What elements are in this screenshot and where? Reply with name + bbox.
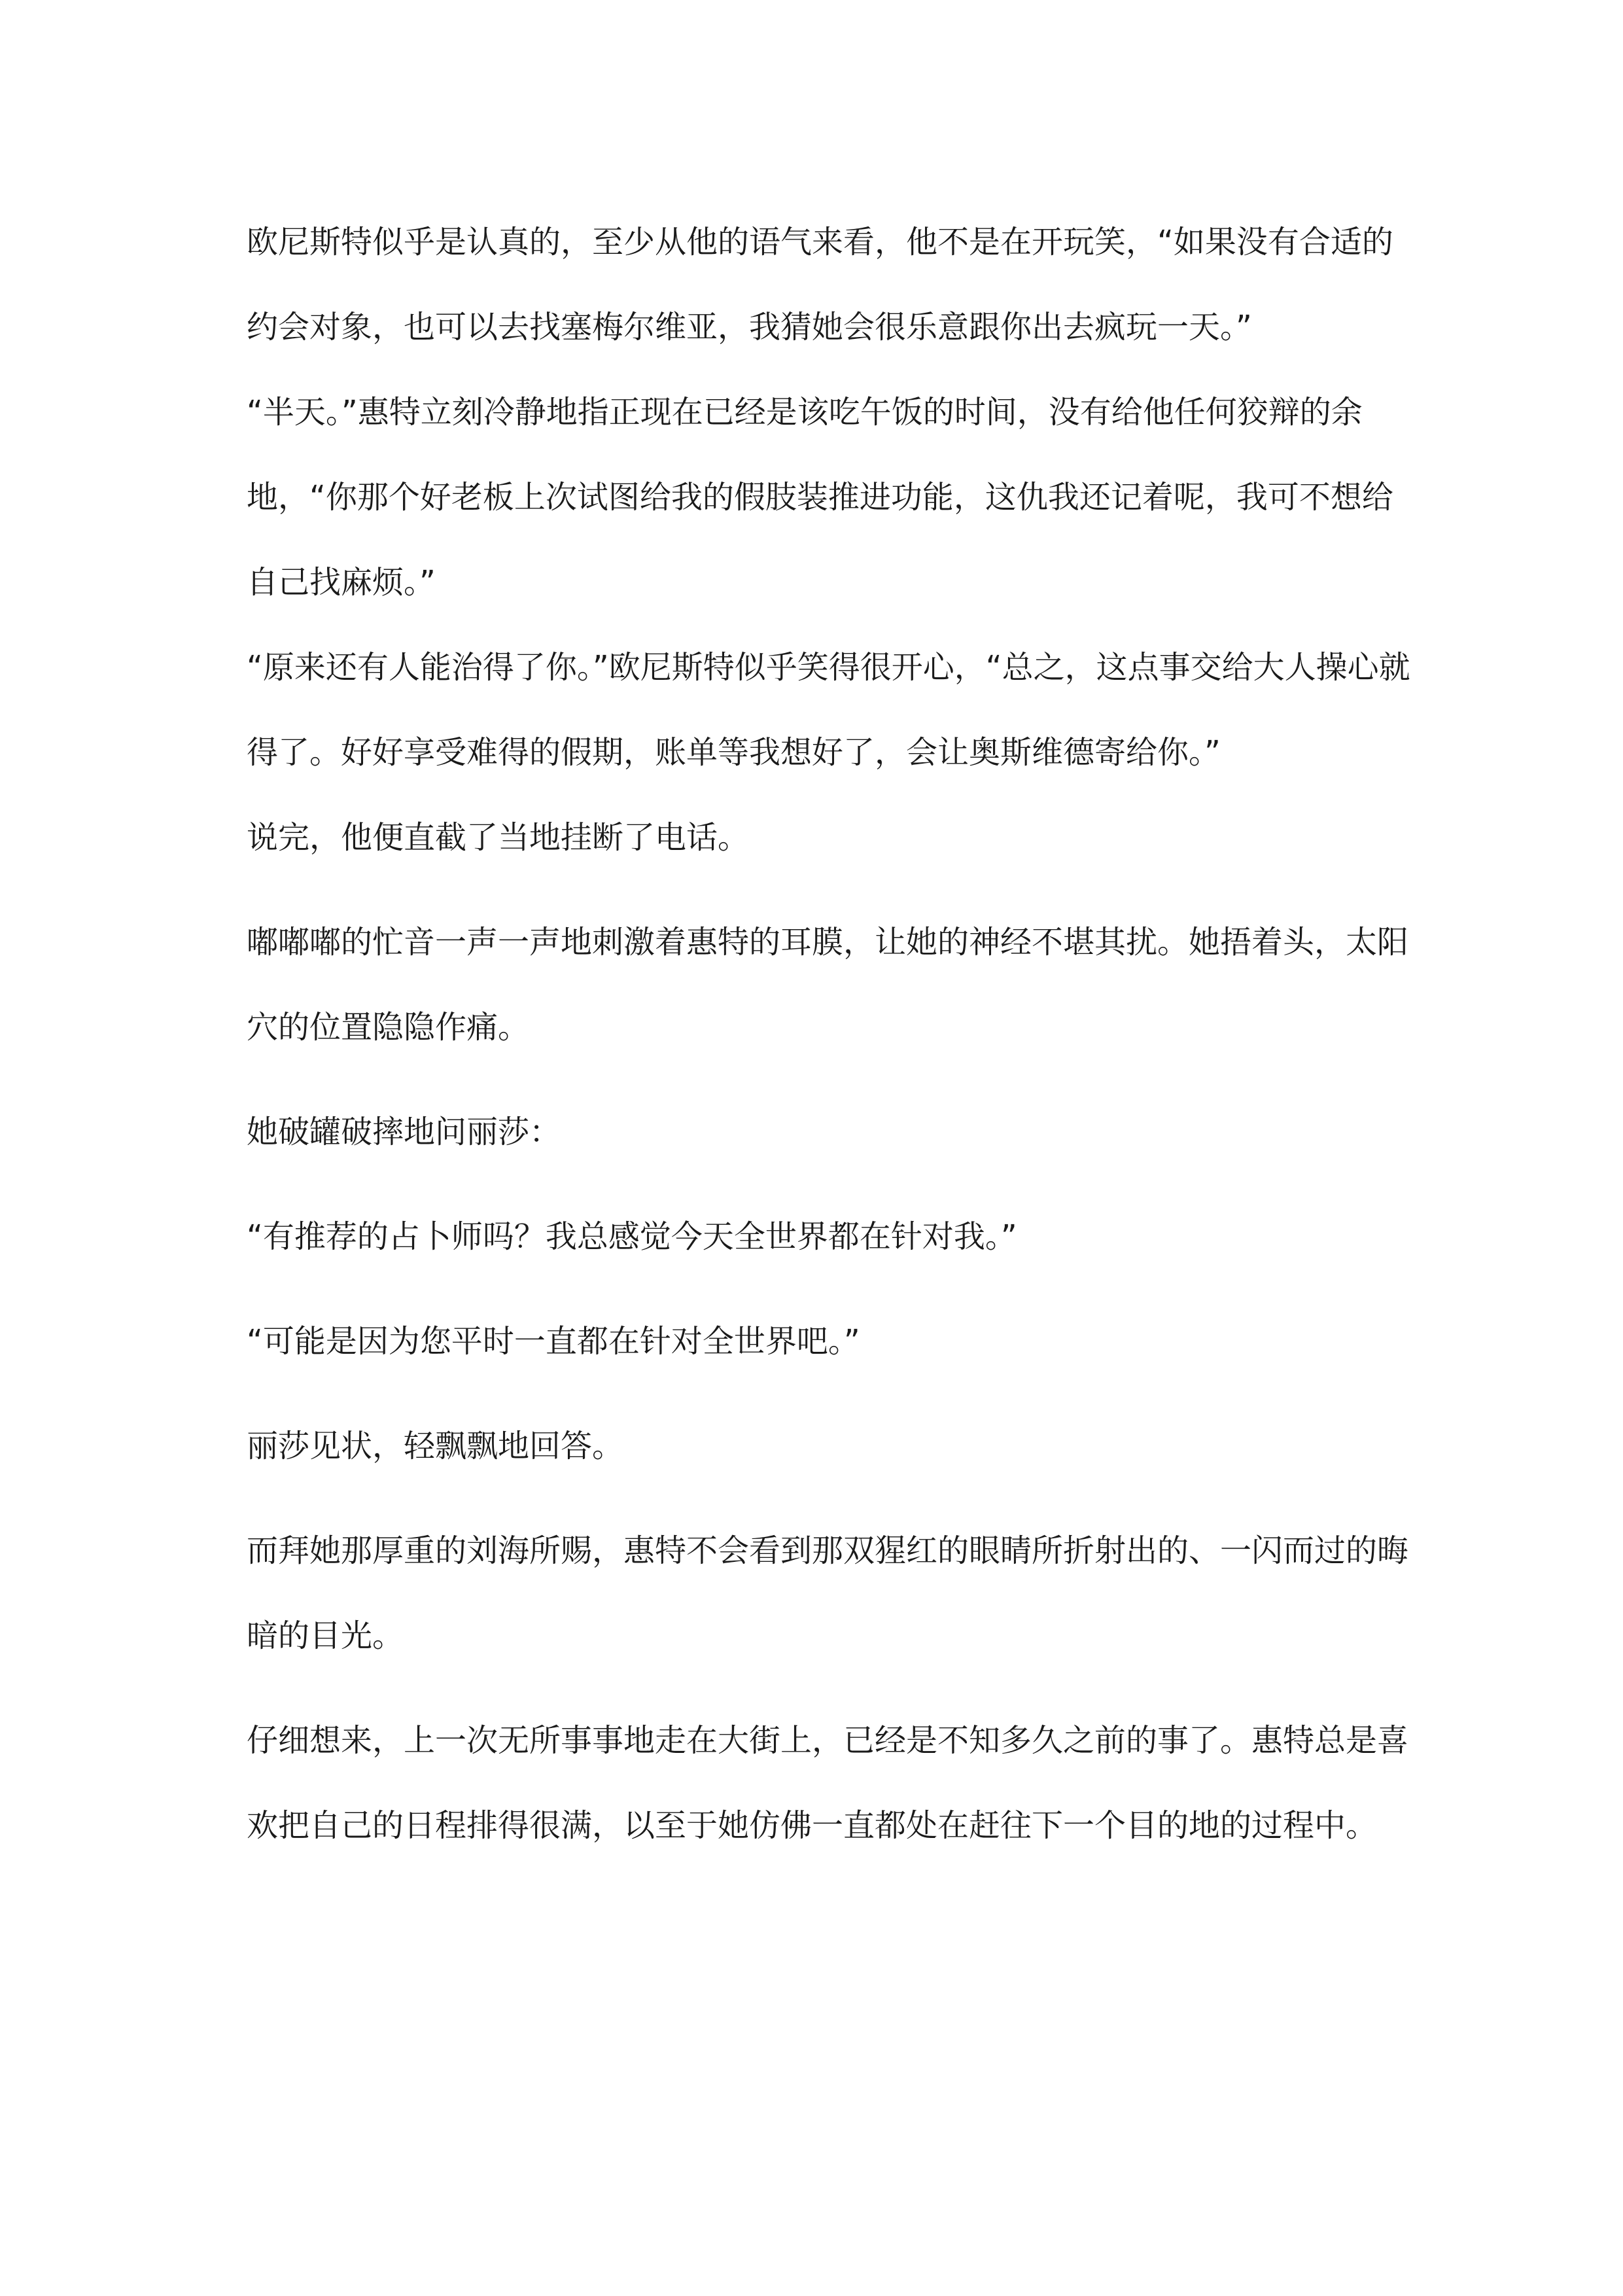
- paragraph-7: “有推荐的占卜师吗？我总感觉今天全世界都在针对我。”: [247, 1218, 1017, 1255]
- paragraph-4: 说完，他便直截了当地挂断了电话。: [247, 819, 750, 856]
- paragraph-8: “可能是因为您平时一直都在针对全世界吧。”: [247, 1323, 860, 1360]
- paragraph-1: 欧尼斯特似乎是认真的，至少从他的语气来看，他不是在开玩笑，“如果没有合适的约会对象，也可以去找塞梅尔维亚，我猜她会很乐意跟你出去疯玩一天。”: [247, 224, 1393, 345]
- paragraph-10: 而拜她那厚重的刘海所赐，惠特不会看到那双猩红的眼睛所折射出的、一闪而过的晦暗的目光。: [247, 1532, 1409, 1654]
- paragraph-5: 嘟嘟嘟的忙音一声一声地刺激着惠特的耳膜，让她的神经不堪其扰。她捂着头，太阳穴的位置隐隐作痛。: [247, 924, 1409, 1046]
- paragraph-3: “原来还有人能治得了你。”欧尼斯特似乎笑得很开心，“总之，这点事交给大人操心就得了。好好享受难得的假期，账单等我想好了，会让奥斯维德寄给你。”: [247, 649, 1410, 771]
- paragraph-11: 仔细想来，上一次无所事事地走在大街上，已经是不知多久之前的事了。惠特总是喜欢把自己的日程排得很满，以至于她仿佛一直都处在赶往下一个目的地的过程中。: [247, 1722, 1409, 1844]
- document-body: [247, 200, 1418, 1868]
- paragraph-9: 丽莎见状，轻飘飘地回答。: [247, 1428, 624, 1464]
- paragraph-2: “半天。”惠特立刻冷静地指正现在已经是该吃午饭的时间，没有给他任何狡辩的余地，“你那个好老板上次试图给我的假肢装推进功能，这仇我还记着呢，我可不想给自己找麻烦。”: [247, 394, 1393, 601]
- paragraph-6: 她破罐破摔地问丽莎：: [247, 1114, 561, 1150]
